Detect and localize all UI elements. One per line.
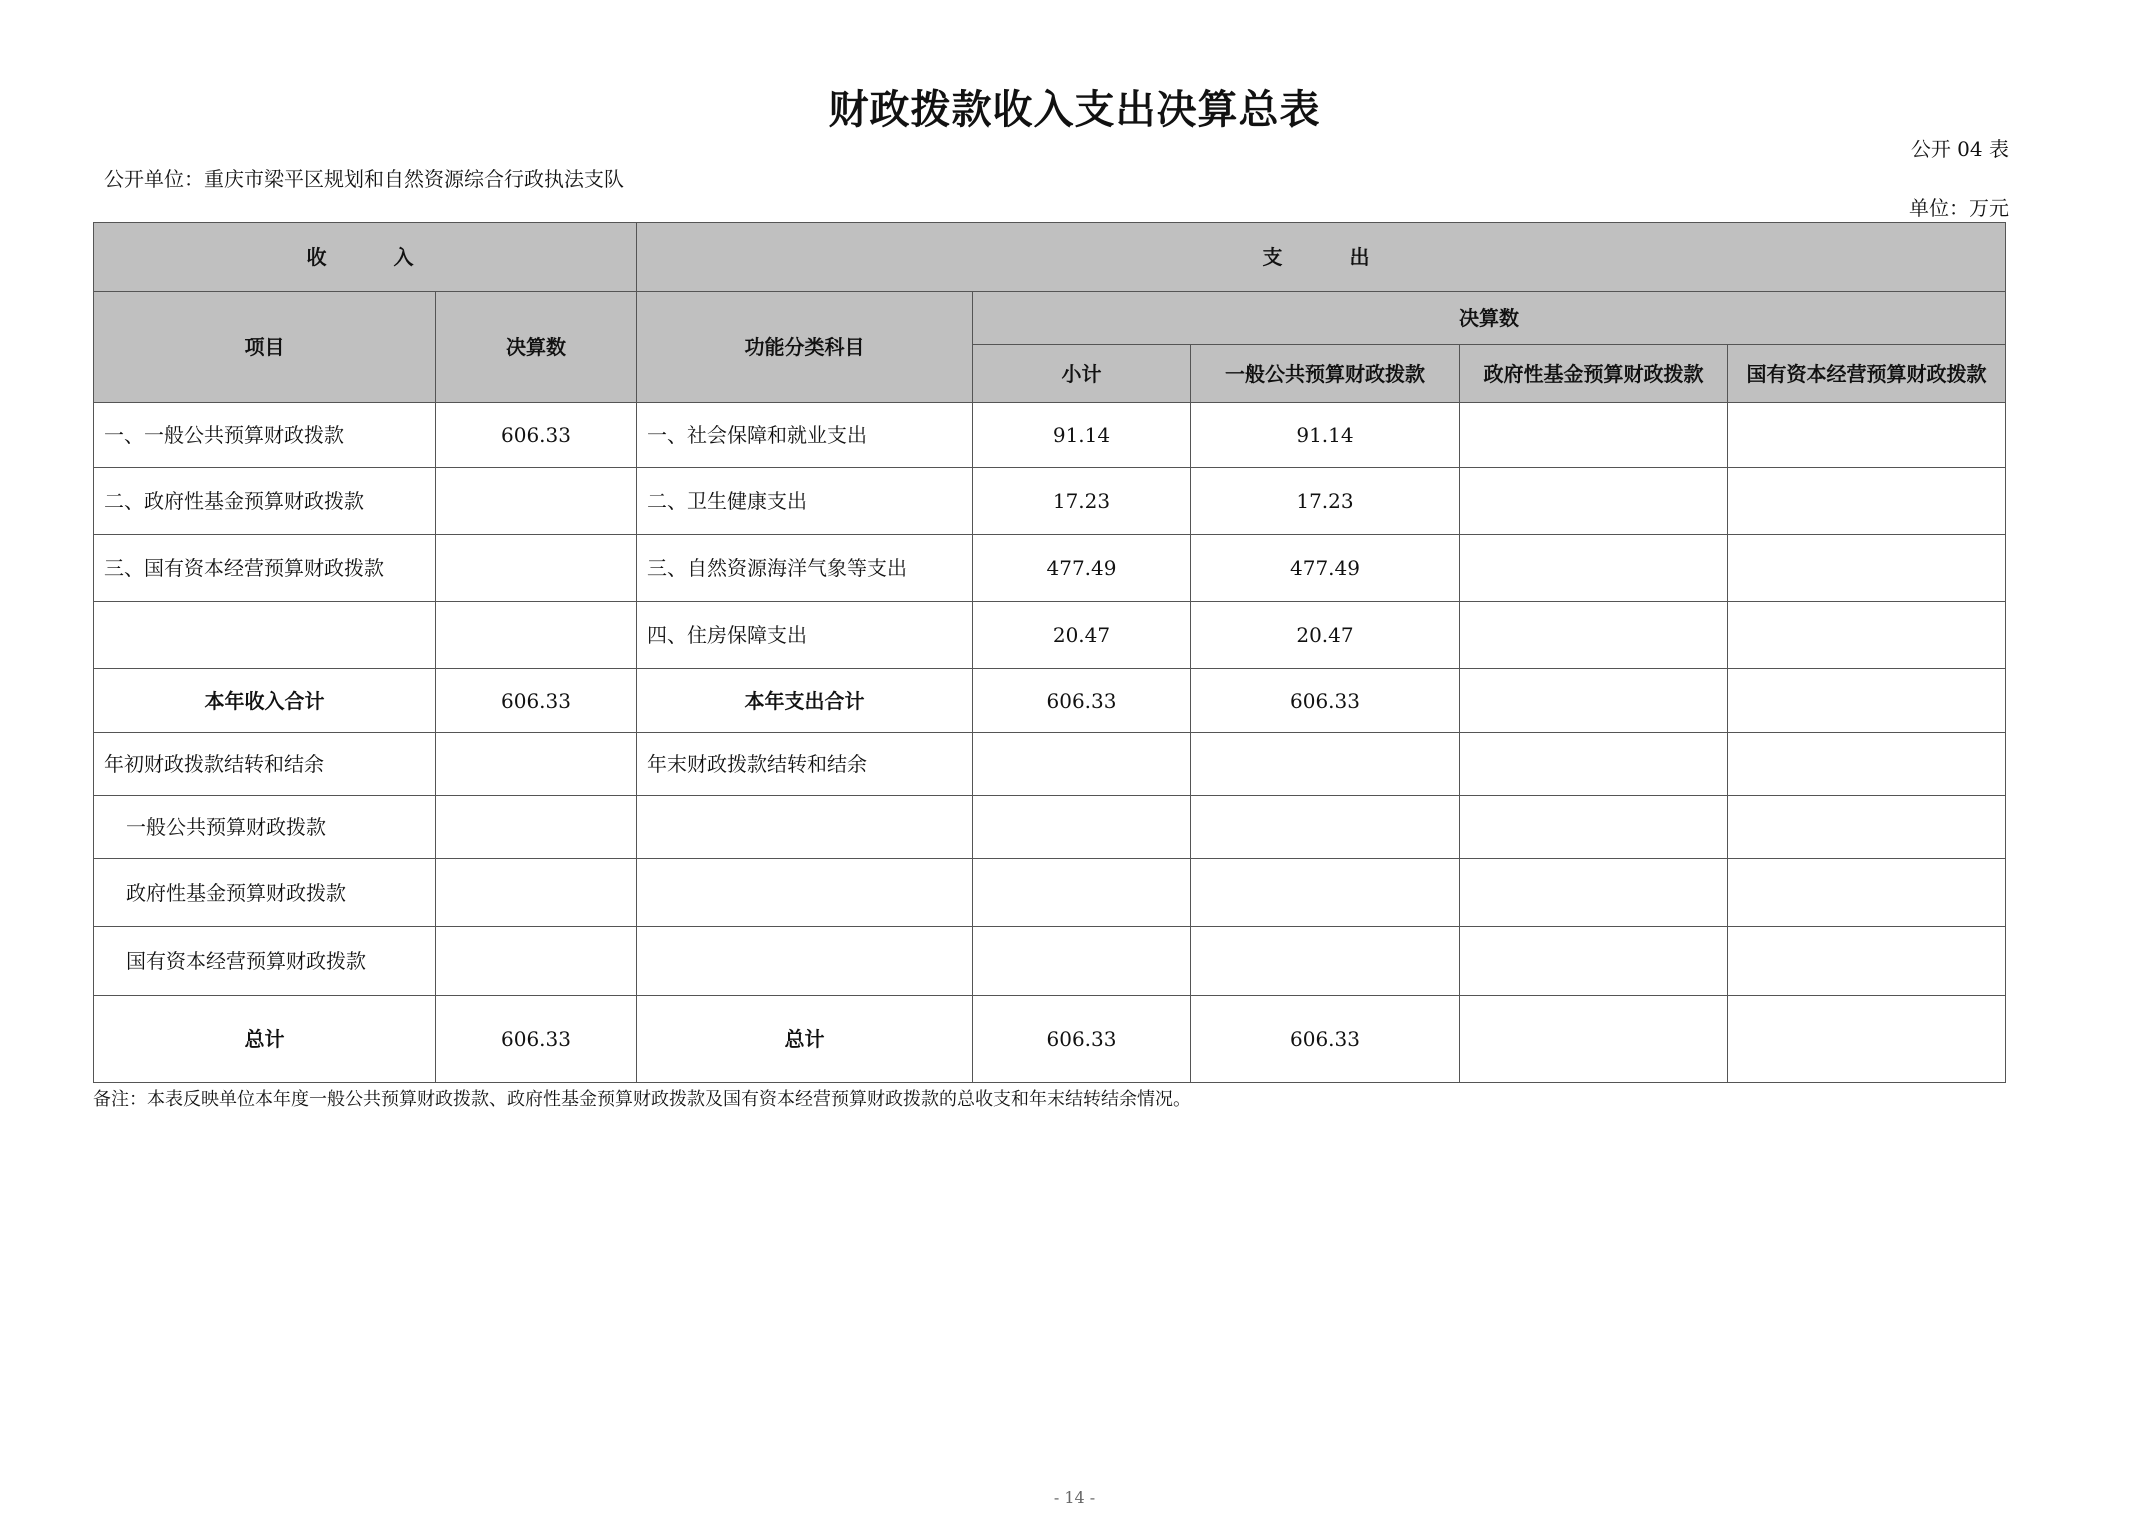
subtotal-value: 606.33 [973, 996, 1191, 1083]
income-item: 国有资本经营预算财政拨款 [94, 927, 436, 996]
gov-fund-value [1460, 927, 1728, 996]
gov-fund-value [1460, 859, 1728, 927]
state-capital-value [1728, 927, 2006, 996]
state-capital-value [1728, 403, 2006, 468]
fiscal-summary-table [93, 222, 2006, 1083]
income-amount [436, 859, 637, 927]
income-amount [436, 927, 637, 996]
income-item: 总计 [94, 996, 436, 1083]
expense-item: 一、社会保障和就业支出 [637, 403, 973, 468]
expense-item: 四、住房保障支出 [637, 602, 973, 669]
state-capital-value [1728, 733, 2006, 796]
general-budget-value: 477.49 [1191, 535, 1460, 602]
general-budget-value: 20.47 [1191, 602, 1460, 669]
currency-unit: 单位：万元 [1909, 196, 2009, 220]
table-row [94, 859, 2006, 927]
gov-fund-value [1460, 468, 1728, 535]
table-row [94, 468, 2006, 535]
general-budget-value [1191, 733, 1460, 796]
page-number: - 14 - [1053, 1488, 1096, 1507]
income-amount: 606.33 [436, 996, 637, 1083]
income-amount: 606.33 [436, 669, 637, 733]
expense-item [637, 859, 973, 927]
gov-fund-value [1460, 669, 1728, 733]
gov-fund-budget-header: 政府性基金预算财政拨款 [1460, 345, 1728, 403]
expense-item [637, 927, 973, 996]
state-capital-value [1728, 669, 2006, 733]
grand-total-row [94, 996, 2006, 1083]
general-budget-value: 606.33 [1191, 996, 1460, 1083]
table-row [94, 927, 2006, 996]
gov-fund-value [1460, 733, 1728, 796]
income-amount [436, 468, 637, 535]
income-amount [436, 535, 637, 602]
income-item: 三、国有资本经营预算财政拨款 [94, 535, 436, 602]
reporting-unit: 公开单位：重庆市梁平区规划和自然资源综合行政执法支队 [104, 167, 624, 191]
function-category-header: 功能分类科目 [637, 292, 973, 403]
subtotal-value [973, 733, 1191, 796]
income-item: 一般公共预算财政拨款 [94, 796, 436, 859]
income-item: 政府性基金预算财政拨款 [94, 859, 436, 927]
state-capital-value [1728, 996, 2006, 1083]
table-row [94, 535, 2006, 602]
table-footnote: 备注：本表反映单位本年度一般公共预算财政拨款、政府性基金预算财政拨款及国有资本经营预算财政拨款的总收支和年末结转结余情况。 [93, 1089, 1191, 1110]
state-capital-value [1728, 859, 2006, 927]
income-header: 收 入 [94, 223, 637, 292]
general-budget-value [1191, 796, 1460, 859]
subtotal-value: 606.33 [973, 669, 1191, 733]
general-budget-value: 91.14 [1191, 403, 1460, 468]
income-item [94, 602, 436, 669]
general-budget-value: 606.33 [1191, 669, 1460, 733]
table-row [94, 796, 2006, 859]
state-capital-value [1728, 535, 2006, 602]
item-header: 项目 [94, 292, 436, 403]
expense-item: 总计 [637, 996, 973, 1083]
expense-item [637, 796, 973, 859]
subtotal-value: 17.23 [973, 468, 1191, 535]
income-item: 本年收入合计 [94, 669, 436, 733]
subtotal-value: 477.49 [973, 535, 1191, 602]
form-number: 公开 04 表 [1910, 137, 2009, 161]
annual-total-row [94, 669, 2006, 733]
income-amount-header: 决算数 [436, 292, 637, 403]
subtotal-value [973, 859, 1191, 927]
expense-item: 二、卫生健康支出 [637, 468, 973, 535]
income-amount: 606.33 [436, 403, 637, 468]
expense-item: 年末财政拨款结转和结余 [637, 733, 973, 796]
general-budget-header: 一般公共预算财政拨款 [1191, 345, 1460, 403]
expense-header: 支 出 [637, 223, 2006, 292]
income-amount [436, 733, 637, 796]
general-budget-value [1191, 859, 1460, 927]
general-budget-value [1191, 927, 1460, 996]
header-row-sections [94, 223, 2006, 292]
expense-item: 三、自然资源海洋气象等支出 [637, 535, 973, 602]
table-row [94, 733, 2006, 796]
expense-item: 本年支出合计 [637, 669, 973, 733]
final-amount-group-header: 决算数 [973, 292, 2006, 345]
income-item: 一、一般公共预算财政拨款 [94, 403, 436, 468]
income-amount [436, 602, 637, 669]
state-capital-value [1728, 468, 2006, 535]
income-item: 年初财政拨款结转和结余 [94, 733, 436, 796]
gov-fund-value [1460, 796, 1728, 859]
gov-fund-value [1460, 602, 1728, 669]
table-row [94, 403, 2006, 468]
income-item: 二、政府性基金预算财政拨款 [94, 468, 436, 535]
subtotal-value: 20.47 [973, 602, 1191, 669]
state-capital-value [1728, 602, 2006, 669]
page-title: 财政拨款收入支出决算总表 [828, 86, 1321, 133]
gov-fund-value [1460, 535, 1728, 602]
state-capital-value [1728, 796, 2006, 859]
income-amount [436, 796, 637, 859]
general-budget-value: 17.23 [1191, 468, 1460, 535]
state-capital-budget-header: 国有资本经营预算财政拨款 [1728, 345, 2006, 403]
gov-fund-value [1460, 996, 1728, 1083]
table-row [94, 602, 2006, 669]
gov-fund-value [1460, 403, 1728, 468]
subtotal-value [973, 796, 1191, 859]
subtotal-value [973, 927, 1191, 996]
header-row-columns [94, 292, 2006, 345]
subtotal-value: 91.14 [973, 403, 1191, 468]
subtotal-header: 小计 [973, 345, 1191, 403]
